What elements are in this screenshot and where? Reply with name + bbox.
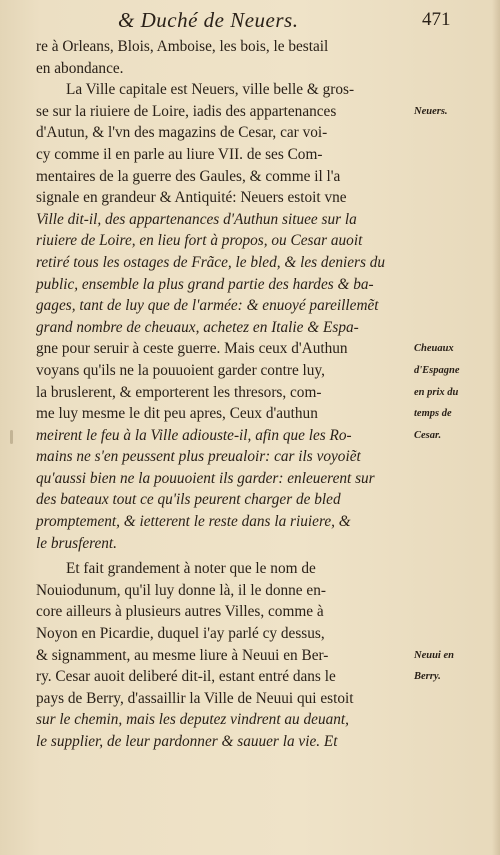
text-line: & signamment, au mesme liure à Neuui en Ber- [36, 646, 329, 664]
running-head: & Duché de Neuers. [118, 8, 299, 32]
text-line: La Ville capitale est Neuers, ville belle & gros- [66, 81, 355, 99]
text-line: Ville dit-il, des appartenances d'Authun situee sur la [36, 210, 357, 228]
text-line: sur le chemin, mais les deputez vindrent au deuant, [36, 711, 349, 729]
margin-note: Cesar. [414, 429, 442, 441]
text-line: Noyon en Picardie, duquel i'ay parlé cy dessus, [36, 625, 325, 643]
text-line: voyans qu'ils ne la pouuoient garder contre luy, [36, 361, 325, 379]
text-line: cy comme il en parle au liure VII. de ses Com- [36, 145, 323, 163]
margin-note: Neuui en [414, 649, 454, 661]
margin-note: Berry. [414, 671, 441, 683]
text-line: pays de Berry, d'assaillir la Ville de Neuui qui estoit [36, 689, 354, 707]
text-line: public, ensemble la plus grand partie des hardes & ba- [36, 275, 374, 293]
text-line: qu'aussi bien ne la pouuoient ils garder: enleuerent sur [36, 469, 375, 487]
text-line: meirent le feu à la Ville adiouste-il, afin que les Ro- [36, 426, 352, 444]
text-line: ry. Cesar auoit deliberé dit-il, estant entré dans le [36, 668, 336, 686]
text-line: se sur la riuiere de Loire, iadis des appartenances [36, 102, 337, 120]
margin-note: temps de [414, 408, 452, 420]
text-line: Et fait grandement à noter que le nom de [66, 560, 316, 578]
text-line: mentaires de la guerre des Gaules, & comme il l'a [36, 167, 341, 185]
margin-note: Neuers. [414, 105, 448, 117]
text-line: riuiere de Loire, en lieu fort à propos, ou Cesar auoit [36, 232, 363, 250]
margin-note: en prix du [414, 386, 459, 398]
text-line: mains ne s'en peussent plus preualoir: car ils voyoiẽt [36, 448, 361, 466]
text-line: le supplier, de leur pardonner & sauuer la vie. Et [36, 733, 338, 750]
text-line: core ailleurs à plusieurs autres Villes, comme à [36, 603, 324, 621]
page-number: 471 [422, 9, 451, 30]
text-line: me luy mesme le dit peu apres, Ceux d'authun [36, 405, 318, 423]
body-text [36, 36, 416, 753]
page-edge-shadow [492, 0, 500, 855]
text-line: signale en grandeur & Antiquité: Neuers estoit vne [36, 189, 347, 207]
text-line: le brusferent. [36, 534, 118, 552]
text-line: promptement, & ietterent le reste dans la riuiere, & [36, 513, 351, 531]
ink-mark [10, 430, 13, 444]
text-line: Nouiodunum, qu'il luy donne là, il le donne en- [36, 581, 326, 599]
text-line: des bateaux tout ce qu'ils peurent charger de bled [36, 491, 341, 509]
text-line: la bruslerent, & emporterent les thresors, com- [36, 383, 322, 401]
margin-note: Cheuaux [414, 343, 454, 355]
margin-note: d'Espagne [414, 365, 460, 376]
margin-notes [414, 0, 500, 855]
text-line: en abondance. [36, 59, 124, 77]
text-line: retiré tous les ostages de Frãce, le bled, & les deniers du [36, 253, 386, 271]
text-line: gages, tant de luy que de l'armée: & enuoyé pareillemẽt [36, 297, 379, 315]
text-line: re à Orleans, Blois, Amboise, les bois, le bestail [36, 38, 329, 55]
text-line: grand nombre de cheuaux, achetez en Italie & Espa- [36, 318, 359, 336]
text-line: d'Autun, & l'vn des magazins de Cesar, car voi- [36, 124, 328, 142]
text-line: gne pour seruir à ceste guerre. Mais ceux d'Authun [36, 340, 348, 358]
